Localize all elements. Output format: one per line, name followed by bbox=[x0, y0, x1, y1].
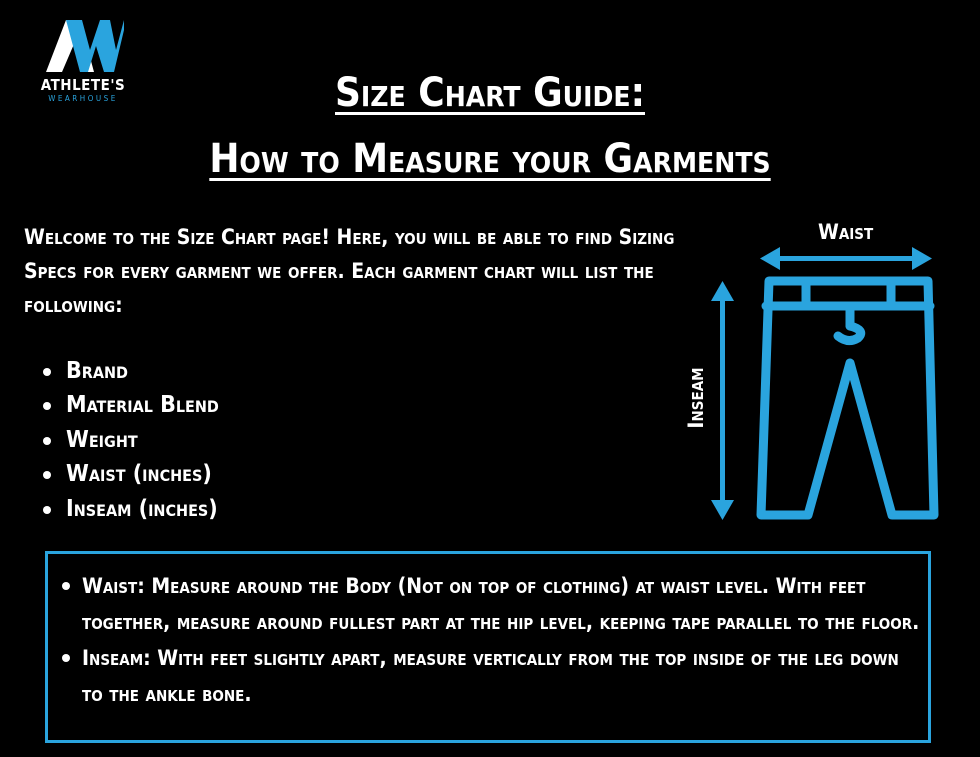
inseam-arrow-icon bbox=[711, 281, 734, 520]
feature-item: Material Blend bbox=[22, 388, 219, 422]
measurement-instructions bbox=[45, 551, 931, 743]
feature-item: Inseam (inches) bbox=[22, 492, 219, 526]
instruction-inseam: Inseam: With feet slightly apart, measure vertically from the top inside of the leg down to the ankle bone. bbox=[48, 640, 928, 712]
feature-list bbox=[22, 354, 219, 526]
page-subtitle: How to Measure your Garments bbox=[209, 136, 771, 182]
feature-item: Weight bbox=[22, 423, 219, 457]
page-title: Size Chart Guide: bbox=[335, 70, 645, 116]
feature-item: Brand bbox=[22, 354, 219, 388]
instruction-waist: Waist: Measure around the Body (Not on top of clothing) at waist level. With feet together, measure around fullest part at the hip level, keeping tape parallel to the floor. bbox=[48, 568, 928, 640]
logo-subtitle: WEARHOUSE bbox=[48, 94, 118, 103]
pants-diagram bbox=[680, 218, 950, 528]
waist-arrow-icon bbox=[760, 247, 932, 270]
logo-name: ATHLETE'S bbox=[40, 76, 126, 94]
inseam-label: Inseam bbox=[684, 367, 708, 429]
aw-logo-icon bbox=[44, 16, 124, 74]
waist-label: Waist bbox=[818, 220, 874, 244]
intro-text: Welcome to the Size Chart page! Here, you will be able to find Sizing Specs for every garment we offer. Each garment chart will list the following: bbox=[24, 225, 675, 317]
pants-icon bbox=[761, 281, 934, 515]
feature-item: Waist (inches) bbox=[22, 457, 219, 491]
